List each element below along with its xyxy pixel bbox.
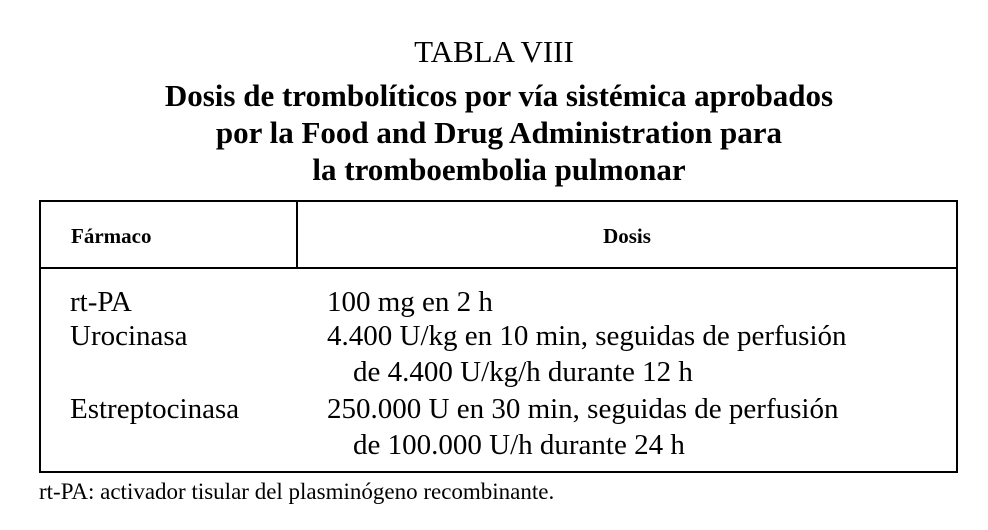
- table-number: TABLA VIII: [414, 34, 574, 69]
- drug-name: Estreptocinasa: [70, 393, 240, 425]
- dose-line: 250.000 U en 30 min, seguidas de perfusión: [327, 393, 839, 425]
- table-title: [0, 77, 988, 188]
- column-header-drug: Fármaco: [71, 224, 152, 248]
- drug-dose: [327, 284, 952, 320]
- dose-line: de 4.400 U/kg/h durante 12 h: [353, 356, 693, 388]
- table-title-line: por la Food and Drug Administration para: [215, 115, 783, 150]
- dose-line: 4.400 U/kg en 10 min, seguidas de perfusión: [327, 320, 847, 352]
- table-title-line: la tromboembolia pulmonar: [312, 152, 686, 187]
- dose-line: de 100.000 U/h durante 24 h: [353, 429, 685, 461]
- drug-name: Urocinasa: [70, 320, 188, 352]
- drug-dose: [327, 391, 952, 463]
- drug-dose: [327, 318, 952, 390]
- dose-line: 100 mg en 2 h: [327, 286, 493, 318]
- drug-name: rt-PA: [70, 286, 132, 318]
- table-header-row: [41, 202, 956, 269]
- table-title-line: Dosis de trombolíticos por vía sistémica aprobados: [164, 78, 834, 113]
- column-header-dose: Dosis: [603, 224, 651, 248]
- table-footnote: rt-PA: activador tisular del plasminógeno recombinante.: [39, 479, 555, 504]
- dosage-table: [39, 200, 958, 473]
